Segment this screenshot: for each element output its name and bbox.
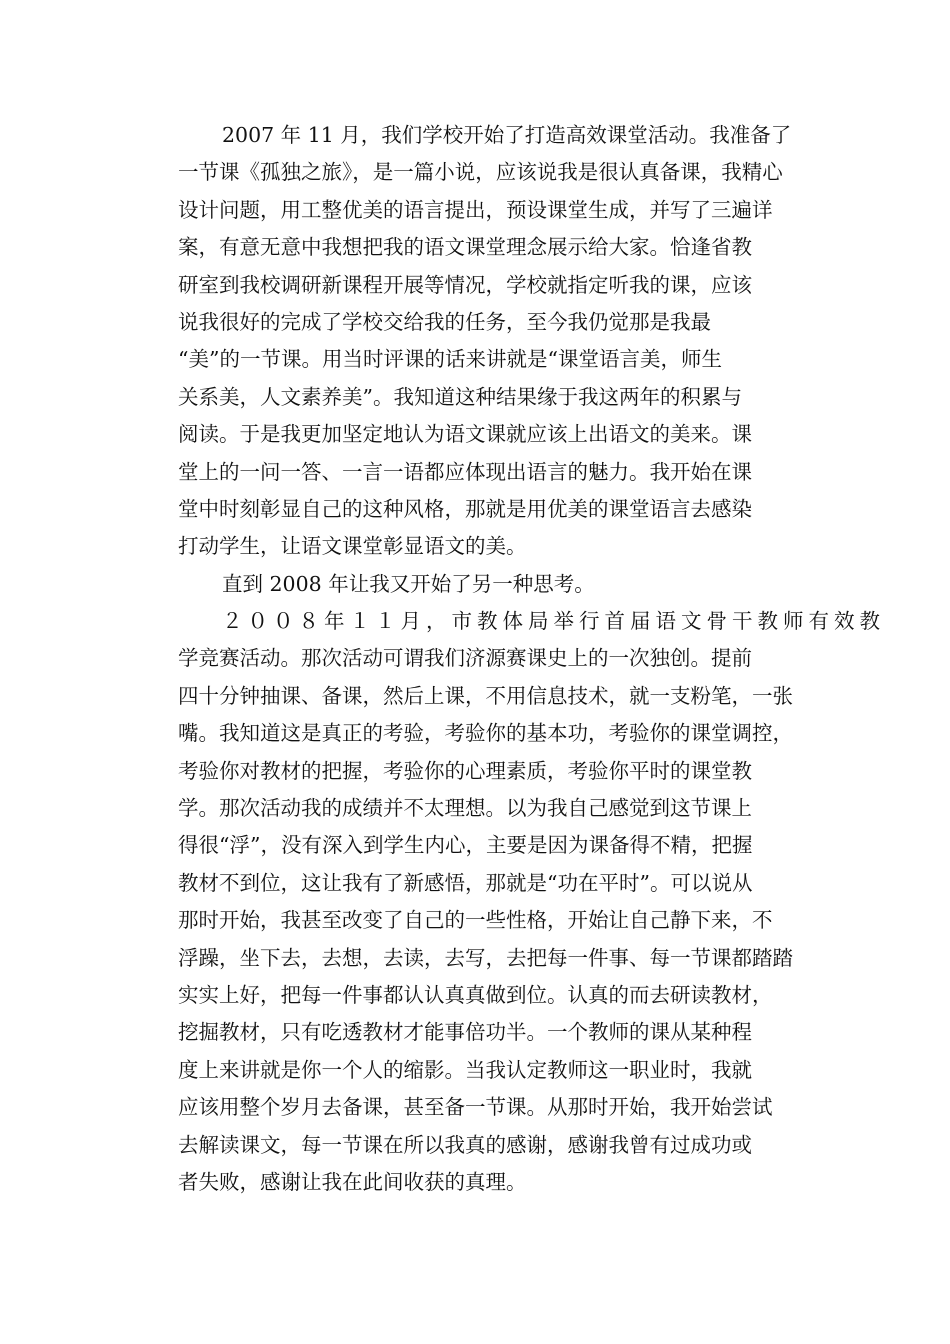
paragraph-2008 (178, 603, 885, 1201)
text-line: ２００８年１１月，市教体局举行首届语文骨干教师有效教 (222, 609, 885, 634)
text-line: 浮躁，坐下去，去想，去读，去写，去把每一件事、每一节课都踏踏 (178, 945, 793, 970)
text-line: 嘴。我知道这是真正的考验，考验你的基本功，考验你的课堂调控， (178, 721, 793, 746)
text-line: “美”的一节课。用当时评课的话来讲就是“课堂语言美，师生 (178, 347, 722, 372)
text-line: 一节课《孤独之旅》，是一篇小说，应该说我是很认真备课，我精心 (178, 160, 783, 185)
text-line: 说我很好的完成了学校交给我的任务，至今我仍觉那是我最 (178, 309, 711, 334)
text-line: 直到 2008 年让我又开始了另一种思考。 (222, 571, 595, 596)
text-line: 教材不到位，这让我有了新感悟，那就是“功在平时”。可以说从 (178, 870, 753, 895)
paragraph-transition (178, 566, 818, 603)
text-line: 应该用整个岁月去备课，甚至备一节课。从那时开始，我开始尝试 (178, 1095, 773, 1120)
text-line: 得很“浮”，没有深入到学生内心，主要是因为课备得不精，把握 (178, 833, 753, 858)
text-line: 考验你对教材的把握，考验你的心理素质，考验你平时的课堂教 (178, 758, 752, 783)
text-line: 实实上好，把每一件事都认认真真做到位。认真的而去研读教材， (178, 982, 773, 1007)
text-line: 四十分钟抽课、备课，然后上课，不用信息技术，就一支粉笔，一张 (178, 683, 793, 708)
text-line: 者失败，感谢让我在此间收获的真理。 (178, 1169, 527, 1194)
body-text (178, 117, 885, 1201)
paragraph-2007 (178, 117, 818, 566)
text-line: 关系美，人文素养美”。我知道这种结果缘于我这两年的积累与 (178, 384, 742, 409)
text-line: 研室到我校调研新课程开展等情况，学校就指定听我的课，应该 (178, 272, 752, 297)
text-line: 堂上的一问一答、一言一语都应体现出语言的魅力。我开始在课 (178, 459, 752, 484)
text-line: 那时开始，我甚至改变了自己的一些性格，开始让自己静下来，不 (178, 908, 773, 933)
text-line: 度上来讲就是你一个人的缩影。当我认定教师这一职业时，我就 (178, 1057, 752, 1082)
text-line: 打动学生，让语文课堂彰显语文的美。 (178, 534, 527, 559)
text-line: 学竞赛活动。那次活动可谓我们济源赛课史上的一次独创。提前 (178, 646, 752, 671)
text-line: 挖掘教材，只有吃透教材才能事倍功半。一个教师的课从某种程 (178, 1020, 752, 1045)
text-line: 案，有意无意中我想把我的语文课堂理念展示给大家。恰逢省教 (178, 235, 752, 260)
text-line: 学。那次活动我的成绩并不太理想。以为我自己感觉到这节课上 (178, 796, 752, 821)
text-line: 堂中时刻彰显自己的这种风格，那就是用优美的课堂语言去感染 (178, 496, 752, 521)
text-line: 2007 年 11 月，我们学校开始了打造高效课堂活动。我准备了 (222, 123, 792, 147)
text-line: 去解读课文，每一节课在所以我真的感谢，感谢我曾有过成功或 (178, 1132, 752, 1157)
text-line: 阅读。于是我更加坚定地认为语文课就应该上出语文的美来。课 (178, 422, 752, 447)
text-line: 设计问题，用工整优美的语言提出，预设课堂生成，并写了三遍详 (178, 197, 773, 222)
